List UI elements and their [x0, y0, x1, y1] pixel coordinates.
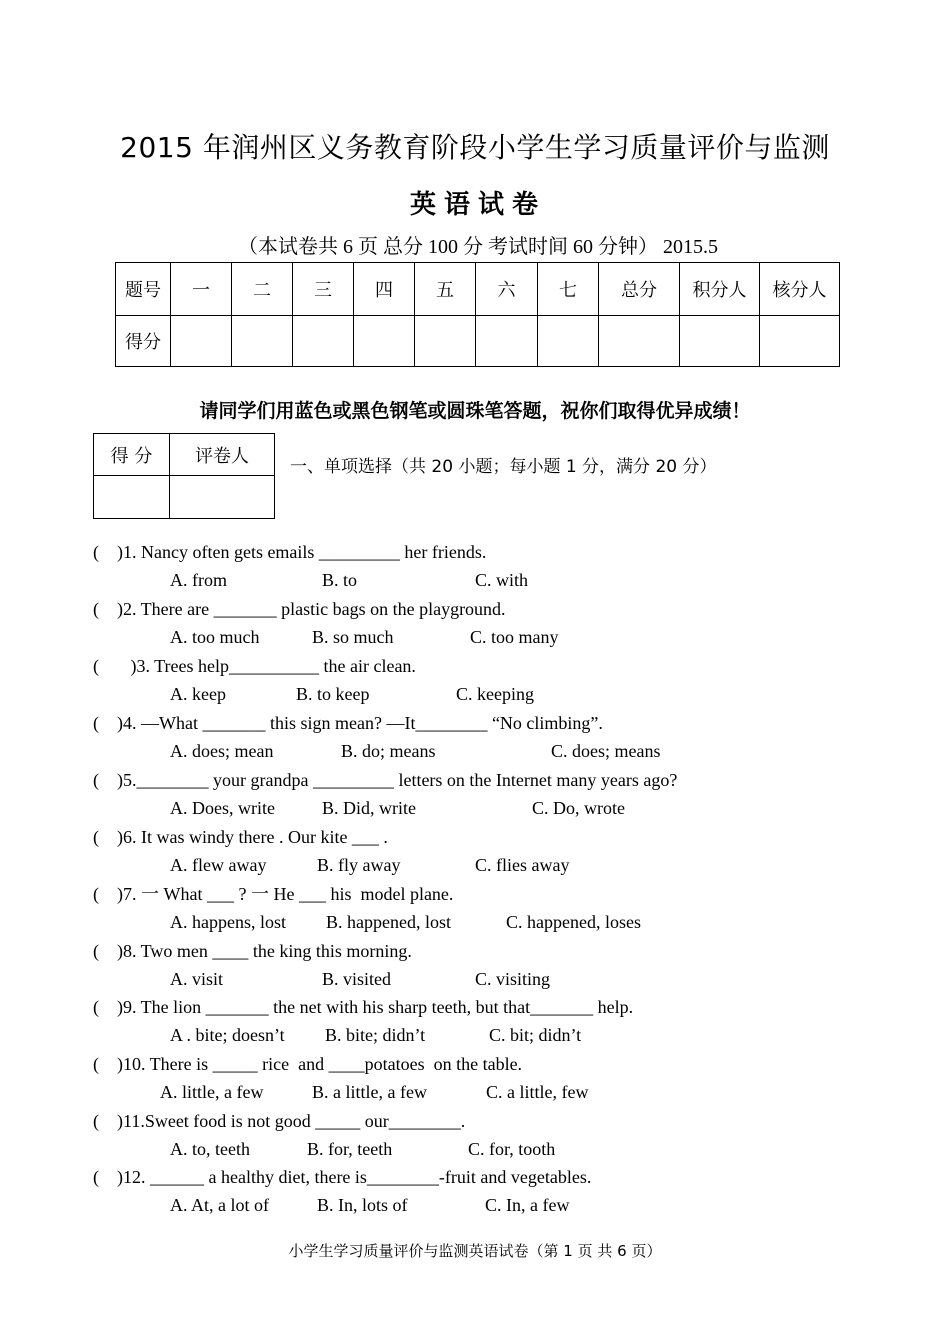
page-footer: 小学生学习质量评价与监测英语试卷（第 1 页 共 6 页）: [288, 1242, 662, 1260]
grader-score-blank: [94, 476, 170, 519]
question-option: B. bite; didn’t: [325, 1025, 426, 1045]
grader-name-label: 评卷人: [170, 434, 275, 476]
score-cell: 五: [415, 263, 476, 316]
score-cell: 六: [476, 263, 538, 316]
question-option: A. happens, lost: [170, 912, 286, 932]
question-option: C. with: [475, 570, 529, 590]
question-option: A. At, a lot of: [170, 1195, 269, 1215]
score-table-score-row: [116, 316, 840, 367]
question-option: C. In, a few: [485, 1195, 570, 1215]
question-option: C. a little, few: [486, 1082, 589, 1102]
score-cell: [171, 316, 232, 367]
question-option: C. flies away: [475, 855, 570, 875]
score-cell: 题号: [116, 263, 171, 316]
score-cell: [354, 316, 415, 367]
grader-name-blank: [170, 476, 275, 519]
score-cell: 三: [293, 263, 354, 316]
question-option: C. for, tooth: [468, 1139, 556, 1159]
score-cell: [538, 316, 599, 367]
exam-subtitle: 英语试卷: [409, 190, 546, 220]
score-table-header-row: [116, 263, 840, 316]
score-cell: [293, 316, 354, 367]
question-option: A. little, a few: [160, 1082, 264, 1102]
score-cell: [476, 316, 538, 367]
question-stem: ( )2. There are _______ plastic bags on the playground.: [93, 599, 506, 619]
score-cell: [232, 316, 293, 367]
question-option: A. does; mean: [170, 741, 274, 761]
question-option: B. In, lots of: [317, 1195, 408, 1215]
score-cell: 二: [232, 263, 293, 316]
question-stem: ( )1. Nancy often gets emails _________ her friends.: [93, 542, 487, 562]
question-stem: ( )8. Two men ____ the king this morning.: [93, 941, 412, 961]
question-stem: ( )6. It was windy there . Our kite ___ .: [93, 827, 388, 847]
question-stem: ( )5.________ your grandpa _________ letters on the Internet many years ago?: [93, 770, 678, 790]
question-option: A. flew away: [170, 855, 267, 875]
answer-instruction: 请同学们用蓝色或黑色钢笔或圆珠笔答题，祝你们取得优异成绩！: [199, 400, 751, 422]
question-option: A. too much: [170, 627, 260, 647]
question-option: B. fly away: [317, 855, 401, 875]
question-stem: ( )11.Sweet food is not good _____ our________.: [93, 1111, 466, 1131]
question-option: A . bite; doesn’t: [170, 1025, 285, 1045]
score-cell: [599, 316, 680, 367]
grader-table: [93, 433, 275, 519]
grader-table-blank-row: [94, 476, 275, 519]
question-option: B. Did, write: [322, 798, 416, 818]
question-stem: ( )7. 一 What ___ ? 一 He ___ his model plane.: [93, 884, 454, 904]
question-option: B. to keep: [296, 684, 370, 704]
question-option: B. to: [322, 570, 358, 590]
grader-score-label: 得 分: [94, 434, 170, 476]
question-option: A. from: [170, 570, 227, 590]
score-cell: 核分人: [760, 263, 840, 316]
score-cell: 总分: [599, 263, 680, 316]
question-stem: ( )10. There is _____ rice and ____potatoes on the table.: [93, 1054, 523, 1074]
question-option: A. visit: [170, 969, 224, 989]
question-option: A. Does, write: [170, 798, 275, 818]
question-option: B. do; means: [341, 741, 436, 761]
question-stem: ( )9. The lion _______ the net with his sharp teeth, but that_______ help.: [93, 997, 634, 1017]
question-option: C. does; means: [551, 741, 661, 761]
question-stem: ( )3. Trees help__________ the air clean.: [93, 656, 416, 676]
score-cell: [680, 316, 760, 367]
question-option: A. to, teeth: [170, 1139, 250, 1159]
question-option: C. visiting: [475, 969, 551, 989]
question-option: C. happened, loses: [506, 912, 641, 932]
score-cell: 四: [354, 263, 415, 316]
question-option: A. keep: [170, 684, 226, 704]
question-option: C. bit; didn’t: [489, 1025, 582, 1045]
question-option: C. too many: [470, 627, 559, 647]
score-cell: [760, 316, 840, 367]
exam-title: 2015 年润州区义务教育阶段小学生学习质量评价与监测: [120, 131, 830, 164]
question-stem: ( )12. ______ a healthy diet, there is________-fruit and vegetables.: [93, 1167, 592, 1187]
score-cell: 一: [171, 263, 232, 316]
question-option: C. Do, wrote: [532, 798, 625, 818]
score-cell: 积分人: [680, 263, 760, 316]
question-option: B. happened, lost: [326, 912, 451, 932]
score-cell: 得分: [116, 316, 171, 367]
question-option: B. for, teeth: [307, 1139, 393, 1159]
score-cell: [415, 316, 476, 367]
section-title: 一、单项选择（共 20 小题；每小题 1 分，满分 20 分）: [290, 457, 717, 477]
question-option: B. a little, a few: [312, 1082, 427, 1102]
grader-table-header-row: [94, 434, 275, 476]
question-option: C. keeping: [456, 684, 534, 704]
question-option: B. visited: [322, 969, 392, 989]
exam-info-note: （本试卷共 6 页 总分 100 分 考试时间 60 分钟） 2015.5: [238, 236, 718, 258]
score-cell: 七: [538, 263, 599, 316]
score-table: [115, 262, 840, 367]
question-stem: ( )4. —What _______ this sign mean? —It________ “No climbing”.: [93, 713, 603, 733]
question-option: B. so much: [312, 627, 394, 647]
